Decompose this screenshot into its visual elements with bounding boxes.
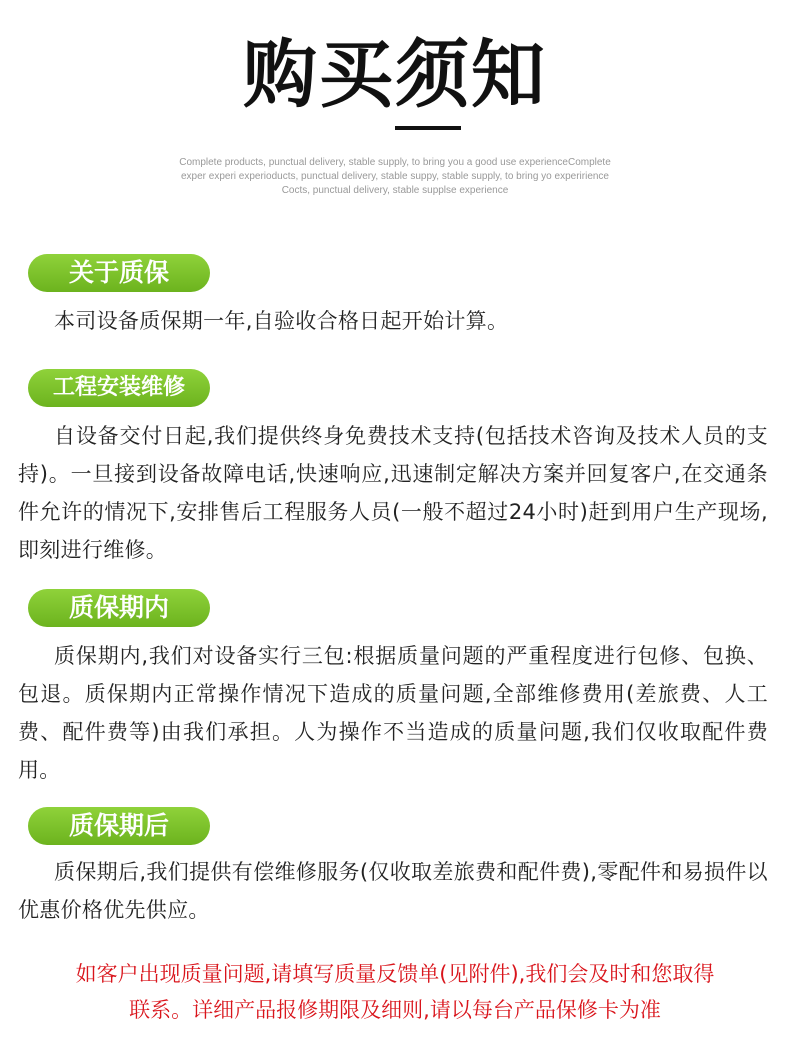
page-title: 购买须知 [243,32,547,118]
section-body: 质保期内,我们对设备实行三包:根据质量问题的严重程度进行包修、包换、包退。质保期内正常操作情况下造成的质量问题,全部维修费用(差旅费、人工费、配件费等)由我们承担。人为操作不当造成的质量问题,我们仅收取配件费用。 [18,644,768,782]
section-body: 质保期后,我们提供有偿维修服务(仅收取差旅费和配件费),零配件和易损件以优惠价格优先供应。 [18,860,768,922]
title-underline [395,126,461,130]
section-heading-badge: 质保期后 [28,807,210,845]
section-body: 自设备交付日起,我们提供终身免费技术支持(包括技术咨询及技术人员的支持)。一旦接到设备故障电话,快速响应,迅速制定解决方案并回复客户,在交通条件允许的情况下,安排售后工程服务人员(一般不超过24小时)赶到用户生产现场,即刻进行维修。 [18,424,768,562]
section-heading-badge: 关于质保 [28,254,210,292]
subtitle-line: Cocts, punctual delivery, stable supplse experience [281,185,509,196]
quality-notice [20,956,770,1028]
section-heading-badge: 工程安装维修 [28,369,210,407]
section-heading-badge: 质保期内 [28,589,210,627]
subtitle-line: exper experi experioducts, punctual delivery, stable suppy, stable supply, to bring yo experirience [180,171,609,182]
subtitle-line: Complete products, punctual delivery, stable supply, to bring you a good use experienceComplete [179,157,611,168]
section-body: 本司设备质保期一年,自验收合格日起开始计算。 [54,309,509,333]
notice-line: 联系。详细产品报修期限及细则,请以每台产品保修卡为准 [129,998,661,1022]
subtitle [0,156,790,198]
notice-line: 如客户出现质量问题,请填写质量反馈单(见附件),我们会及时和您取得 [75,962,715,986]
